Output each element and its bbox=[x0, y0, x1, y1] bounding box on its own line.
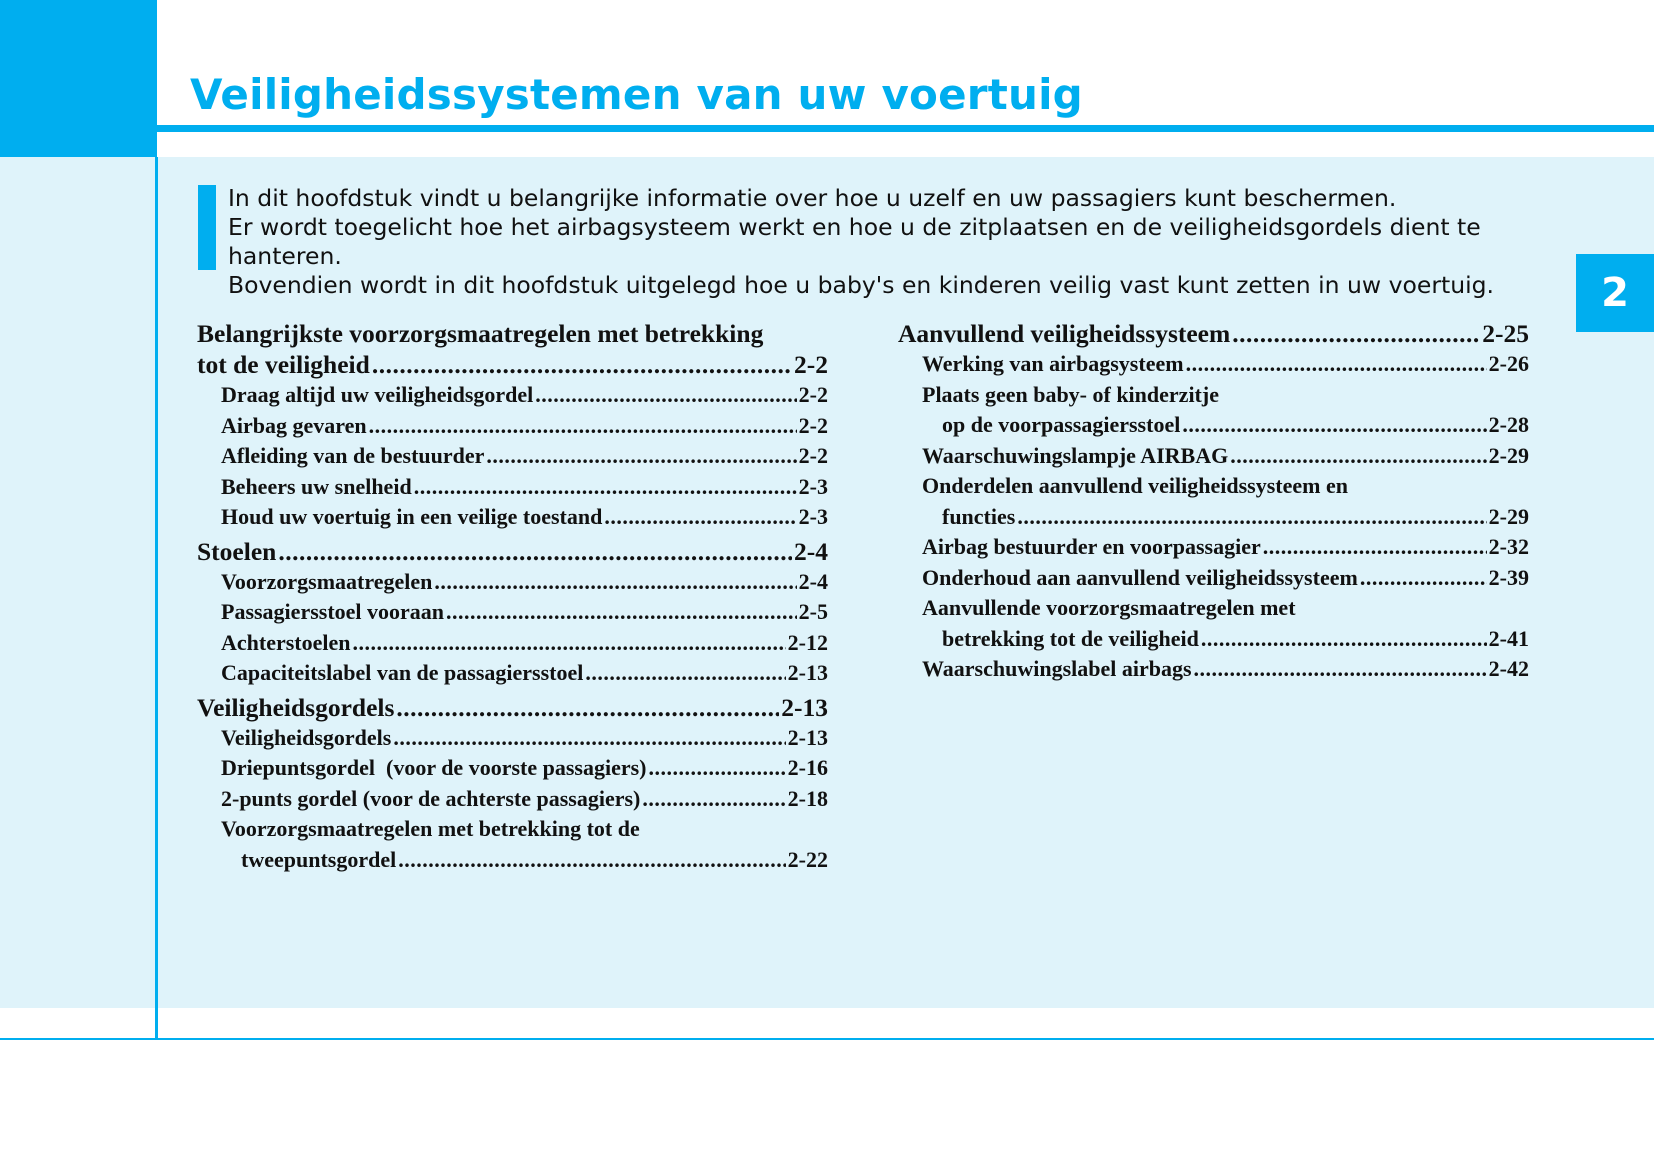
toc-page-number: 2-13 bbox=[787, 724, 828, 750]
margin-divider bbox=[155, 157, 158, 1040]
toc-page-number: 2-42 bbox=[1488, 656, 1529, 681]
toc-leader-dots bbox=[1263, 532, 1487, 563]
toc-leader-dots bbox=[369, 411, 797, 442]
toc-item-label: Driepuntsgordel (voor de voorste passagiers) bbox=[221, 755, 647, 780]
toc-item[interactable] bbox=[197, 784, 828, 815]
toc-page-number: 2-22 bbox=[787, 846, 828, 872]
toc-section-safety-precautions-cont[interactable] bbox=[197, 349, 828, 380]
toc-page-number: 2-29 bbox=[1488, 503, 1529, 529]
toc-item[interactable] bbox=[197, 658, 828, 689]
toc-item[interactable] bbox=[197, 628, 828, 659]
intro-accent-bar bbox=[198, 185, 216, 270]
toc-item-continuation[interactable] bbox=[898, 624, 1529, 655]
toc-leader-dots bbox=[585, 658, 785, 689]
toc-page-number: 2-3 bbox=[798, 504, 828, 529]
toc-right-column bbox=[898, 318, 1529, 685]
toc-item-label: 2-punts gordel (voor de achterste passagiers) bbox=[221, 785, 641, 811]
toc-section-srs[interactable] bbox=[898, 318, 1529, 349]
toc-page-number: 2-4 bbox=[794, 536, 828, 566]
toc-page-number: 2-16 bbox=[787, 755, 828, 780]
toc-leader-dots bbox=[278, 536, 792, 567]
toc-item-label: Onderhoud aan aanvullend veiligheidssysteem bbox=[922, 564, 1358, 590]
toc-left-column bbox=[197, 318, 828, 875]
toc-section-safety-precautions[interactable] bbox=[197, 318, 828, 349]
toc-item-label: Waarschuwingslampje AIRBAG bbox=[922, 442, 1229, 468]
toc-page-number: 2-2 bbox=[798, 443, 828, 468]
toc-item-label: betrekking tot de veiligheid bbox=[942, 625, 1199, 651]
toc-leader-dots bbox=[1230, 441, 1486, 472]
intro-line-3: Bovendien wordt in dit hoofdstuk uitgelegd hoe u baby's en kinderen veilig vast kunt zetten in uw voertuig. bbox=[228, 271, 1495, 299]
toc-item-label: Afleiding van de bestuurder bbox=[221, 443, 485, 468]
toc-item-continuation[interactable] bbox=[898, 410, 1529, 441]
toc-section-title: Veiligheidsgordels bbox=[197, 692, 395, 722]
toc-page-number: 2-4 bbox=[798, 568, 828, 594]
toc-item-label: Airbag gevaren bbox=[221, 412, 367, 438]
toc-leader-dots bbox=[604, 502, 796, 533]
toc-leader-dots bbox=[353, 628, 786, 659]
toc-item-label: Voorzorgsmaatregelen bbox=[221, 568, 433, 594]
toc-item-label: Draag altijd uw veiligheidsgordel bbox=[221, 382, 534, 407]
toc-leader-dots bbox=[398, 845, 785, 876]
toc-item[interactable] bbox=[898, 441, 1529, 472]
toc-item[interactable] bbox=[197, 441, 828, 472]
toc-leader-dots bbox=[434, 567, 796, 598]
toc-item-label: Capaciteitslabel van de passagiersstoel bbox=[221, 660, 584, 685]
header-corner-block bbox=[0, 0, 157, 157]
toc-page-number: 2-12 bbox=[787, 629, 828, 655]
toc-item-label: functies bbox=[942, 503, 1016, 529]
page-title: Veiligheidssystemen van uw voertuig bbox=[190, 70, 1083, 119]
toc-page-number: 2-2 bbox=[798, 412, 828, 438]
toc-leader-dots bbox=[1182, 410, 1486, 441]
toc-item-label: op de voorpassagiersstoel bbox=[942, 412, 1181, 437]
toc-item[interactable] bbox=[197, 597, 828, 628]
toc-item-label: Waarschuwingslabel airbags bbox=[922, 656, 1192, 681]
toc-section-seat-belts[interactable] bbox=[197, 692, 828, 723]
intro-line-1: In dit hoofdstuk vindt u belangrijke informatie over hoe u uzelf en uw passagiers kunt beschermen. bbox=[228, 184, 1397, 212]
toc-leader-dots bbox=[535, 380, 796, 411]
chapter-tab[interactable]: 2 bbox=[1576, 254, 1654, 332]
toc-leader-dots bbox=[1186, 349, 1487, 380]
toc-leader-dots bbox=[642, 784, 785, 815]
toc-page-number: 2-25 bbox=[1482, 319, 1529, 348]
toc-item[interactable] bbox=[898, 349, 1529, 380]
toc-page-number: 2-41 bbox=[1488, 625, 1529, 651]
toc-leader-dots bbox=[393, 723, 785, 754]
toc-page-number: 2-2 bbox=[794, 350, 828, 379]
toc-item[interactable] bbox=[197, 814, 828, 845]
toc-item[interactable] bbox=[898, 380, 1529, 411]
toc-leader-dots bbox=[649, 753, 786, 784]
toc-leader-dots bbox=[1360, 563, 1487, 594]
toc-item[interactable] bbox=[898, 471, 1529, 502]
toc-page-number: 2-2 bbox=[798, 382, 828, 407]
toc-item-label: Aanvullende voorzorgsmaatregelen met bbox=[922, 595, 1296, 620]
toc-item[interactable] bbox=[197, 753, 828, 784]
toc-item-label: Werking van airbagsysteem bbox=[922, 351, 1184, 376]
toc-item-label: Achterstoelen bbox=[221, 629, 351, 655]
toc-item[interactable] bbox=[197, 723, 828, 754]
toc-item[interactable] bbox=[197, 472, 828, 503]
toc-leader-dots bbox=[1232, 318, 1480, 349]
toc-item[interactable] bbox=[197, 380, 828, 411]
toc-item-continuation[interactable] bbox=[197, 845, 828, 876]
toc-leader-dots bbox=[396, 692, 779, 723]
toc-leader-dots bbox=[372, 349, 792, 380]
toc-item[interactable] bbox=[197, 502, 828, 533]
toc-item-label: tweepuntsgordel bbox=[241, 846, 397, 872]
footer-divider bbox=[0, 1038, 1654, 1040]
toc-page-number: 2-26 bbox=[1488, 351, 1529, 376]
toc-item-label: Beheers uw snelheid bbox=[221, 473, 412, 499]
toc-leader-dots bbox=[486, 441, 796, 472]
toc-item[interactable] bbox=[898, 654, 1529, 685]
toc-leader-dots bbox=[1017, 502, 1486, 533]
toc-item-label: Voorzorgsmaatregelen met betrekking tot de bbox=[221, 816, 640, 841]
toc-item-label: Passagiersstoel vooraan bbox=[221, 599, 445, 624]
toc-section-seats[interactable] bbox=[197, 536, 828, 567]
intro-line-2: Er wordt toegelicht hoe het airbagsysteem werkt en hoe u de zitplaatsen en de veiligheidsgordels dient te hanteren. bbox=[228, 213, 1481, 270]
toc-item[interactable] bbox=[898, 532, 1529, 563]
toc-leader-dots bbox=[414, 472, 797, 503]
chapter-intro bbox=[228, 184, 1528, 300]
toc-item-label: Airbag bestuurder en voorpassagier bbox=[922, 534, 1261, 559]
toc-page-number: 2-32 bbox=[1488, 534, 1529, 559]
toc-page-number: 2-28 bbox=[1488, 412, 1529, 437]
toc-page-number: 2-13 bbox=[787, 660, 828, 685]
toc-page-number: 2-29 bbox=[1488, 442, 1529, 468]
title-underline bbox=[157, 125, 1654, 132]
toc-page-number: 2-13 bbox=[781, 692, 828, 722]
toc-section-title: tot de veiligheid bbox=[197, 350, 370, 379]
toc-item-label: Plaats geen baby- of kinderzitje bbox=[922, 381, 1219, 407]
toc-item[interactable] bbox=[898, 593, 1529, 624]
toc-page-number: 2-39 bbox=[1488, 564, 1529, 590]
toc-item-label: Onderdelen aanvullend veiligheidssysteem en bbox=[922, 473, 1348, 498]
toc-item-label: Veiligheidsgordels bbox=[221, 724, 392, 750]
toc-page-number: 2-5 bbox=[798, 599, 828, 624]
toc-item-continuation[interactable] bbox=[898, 502, 1529, 533]
toc-section-title: Aanvullend veiligheidssysteem bbox=[898, 319, 1231, 348]
toc-section-title: Belangrijkste voorzorgsmaatregelen met betrekking bbox=[197, 319, 764, 348]
toc-leader-dots bbox=[1194, 654, 1487, 685]
toc-item-label: Houd uw voertuig in een veilige toestand bbox=[221, 504, 603, 529]
toc-page-number: 2-3 bbox=[798, 473, 828, 499]
toc-item[interactable] bbox=[197, 411, 828, 442]
toc-item[interactable] bbox=[898, 563, 1529, 594]
toc-section-title: Stoelen bbox=[197, 536, 277, 566]
toc-leader-dots bbox=[1201, 624, 1487, 655]
toc-page-number: 2-18 bbox=[787, 785, 828, 811]
toc-item[interactable] bbox=[197, 567, 828, 598]
toc-leader-dots bbox=[446, 597, 797, 628]
